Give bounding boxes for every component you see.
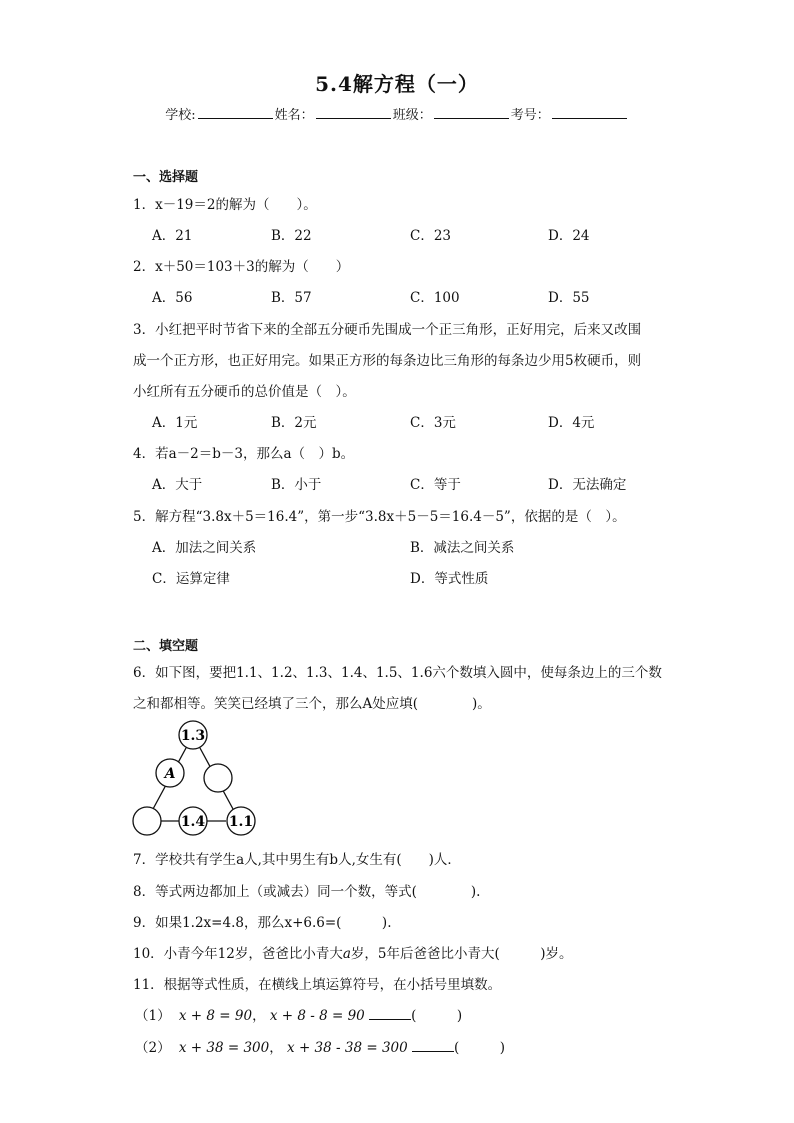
part-1-number: （1） bbox=[135, 1008, 171, 1024]
q1-option-c[interactable]: C．23 bbox=[410, 228, 452, 244]
question-3-line-2: 成一个正方形，也正好用完。如果正方形的每条边比三角形的每条边少用5枚硬币，则 bbox=[133, 353, 642, 369]
circle-bottom-left bbox=[133, 807, 161, 835]
part-2-operator-blank[interactable] bbox=[412, 1039, 454, 1052]
q5-option-d[interactable]: D．等式性质 bbox=[410, 571, 489, 587]
question-6-line-2: 之和都相等。笑笑已经填了三个，那么A处应填( )。 bbox=[133, 696, 491, 712]
question-3-line-1: 3．小红把平时节省下来的全部五分硬币先围成一个正三角形，正好用完，后来又改围 bbox=[133, 322, 642, 338]
exam-no-label: 考号： bbox=[510, 108, 550, 123]
exam-no-blank[interactable] bbox=[552, 106, 627, 119]
part-2-equation-2: x + 38 - 38 = 300 bbox=[287, 1040, 408, 1056]
q2-option-a[interactable]: A．56 bbox=[152, 290, 193, 306]
circle-left-mid-label: A bbox=[164, 766, 176, 782]
q3-option-b[interactable]: B．2元 bbox=[271, 415, 317, 431]
question-3-line-3: 小红所有五分硬币的总价值是（ ）。 bbox=[133, 384, 356, 400]
question-8-stem: 8．等式两边都加上（或减去）同一个数，等式( ). bbox=[133, 884, 481, 900]
name-label: 姓名： bbox=[274, 108, 314, 123]
question-1-stem: 1．x－19＝2的解为（ ）。 bbox=[133, 197, 317, 213]
part-1-equation-1: x + 8 = 90 bbox=[178, 1008, 253, 1024]
q2-option-b[interactable]: B．57 bbox=[271, 290, 312, 306]
q1-option-b[interactable]: B．22 bbox=[271, 228, 312, 244]
section-heading-choice: 一、选择题 bbox=[133, 170, 199, 185]
q5-option-b[interactable]: B．减法之间关系 bbox=[410, 540, 515, 556]
q4-option-b[interactable]: B．小于 bbox=[271, 477, 322, 493]
question-10-stem bbox=[133, 942, 573, 962]
q3-option-c[interactable]: C．3元 bbox=[410, 415, 456, 431]
name-blank[interactable] bbox=[316, 106, 391, 119]
part-2-equation-1: x + 38 = 300 bbox=[178, 1040, 270, 1056]
question-10-stem-post: 岁，5年后爸爸比小青大( )岁。 bbox=[350, 946, 573, 962]
q2-option-d[interactable]: D．55 bbox=[548, 290, 590, 306]
class-blank[interactable] bbox=[434, 106, 509, 119]
question-10-stem-pre: 10．小青今年12岁，爸爸比小青大 bbox=[133, 946, 343, 962]
q1-option-a[interactable]: A．21 bbox=[152, 228, 193, 244]
part-1-paren[interactable]: ( ) bbox=[411, 1008, 463, 1024]
q3-option-a[interactable]: A．1元 bbox=[152, 415, 198, 431]
q4-option-d[interactable]: D．无法确定 bbox=[548, 477, 627, 493]
triangle-circle-figure bbox=[132, 720, 262, 838]
q4-option-c[interactable]: C．等于 bbox=[410, 477, 461, 493]
question-5-stem: 5．解方程“3.8x＋5＝16.4”，第一步“3.8x＋5－5＝16.4－5”，依据的是（ ）。 bbox=[133, 509, 626, 525]
section-heading-fill-blank: 二、填空题 bbox=[133, 639, 199, 654]
part-2-paren[interactable]: ( ) bbox=[454, 1040, 506, 1056]
question-6-line-1: 6．如下图，要把1.1、1.2、1.3、1.4、1.5、1.6六个数填入圆中，使每条边上的三个数 bbox=[133, 665, 662, 681]
school-label: 学校: bbox=[165, 108, 196, 123]
q3-option-d[interactable]: D．4元 bbox=[548, 415, 595, 431]
question-10-variable: a bbox=[342, 946, 351, 962]
q1-option-d[interactable]: D．24 bbox=[548, 228, 590, 244]
student-info-line bbox=[0, 104, 794, 123]
question-7-stem: 7．学校共有学生a人,其中男生有b人,女生有( )人． bbox=[133, 852, 461, 868]
question-2-stem: 2．x＋50＝103＋3的解为（ ） bbox=[133, 259, 350, 275]
circle-top-value: 1.3 bbox=[180, 728, 206, 744]
school-blank[interactable] bbox=[198, 106, 273, 119]
question-9-stem: 9．如果1.2x=4.8，那么x+6.6=( ). bbox=[133, 915, 392, 931]
part-2-number: （2） bbox=[135, 1040, 171, 1056]
class-label: 班级： bbox=[392, 108, 432, 123]
question-11-stem: 11．根据等式性质，在横线上填运算符号，在小括号里填数。 bbox=[133, 977, 502, 993]
page-title: 5.4解方程（一） bbox=[315, 72, 479, 96]
question-11-part-2: （2） x + 38 = 300， x + 38 - 38 = 300 ( ) bbox=[135, 1040, 506, 1056]
circle-right-mid bbox=[204, 764, 232, 792]
q5-option-a[interactable]: A．加法之间关系 bbox=[152, 540, 257, 556]
circle-bottom-mid-value: 1.4 bbox=[180, 814, 206, 830]
part-1-operator-blank[interactable] bbox=[369, 1007, 411, 1020]
part-1-equation-2: x + 8 - 8 = 90 bbox=[269, 1008, 365, 1024]
q2-option-c[interactable]: C．100 bbox=[410, 290, 460, 306]
question-11-part-1: （1） x + 8 = 90， x + 8 - 8 = 90 ( ) bbox=[135, 1008, 463, 1024]
q4-option-a[interactable]: A．大于 bbox=[152, 477, 203, 493]
question-4-stem: 4．若a－2＝b－3，那么a（ ）b。 bbox=[133, 446, 355, 462]
q5-option-c[interactable]: C．运算定律 bbox=[152, 571, 230, 587]
circle-bottom-right-value: 1.1 bbox=[228, 814, 254, 830]
